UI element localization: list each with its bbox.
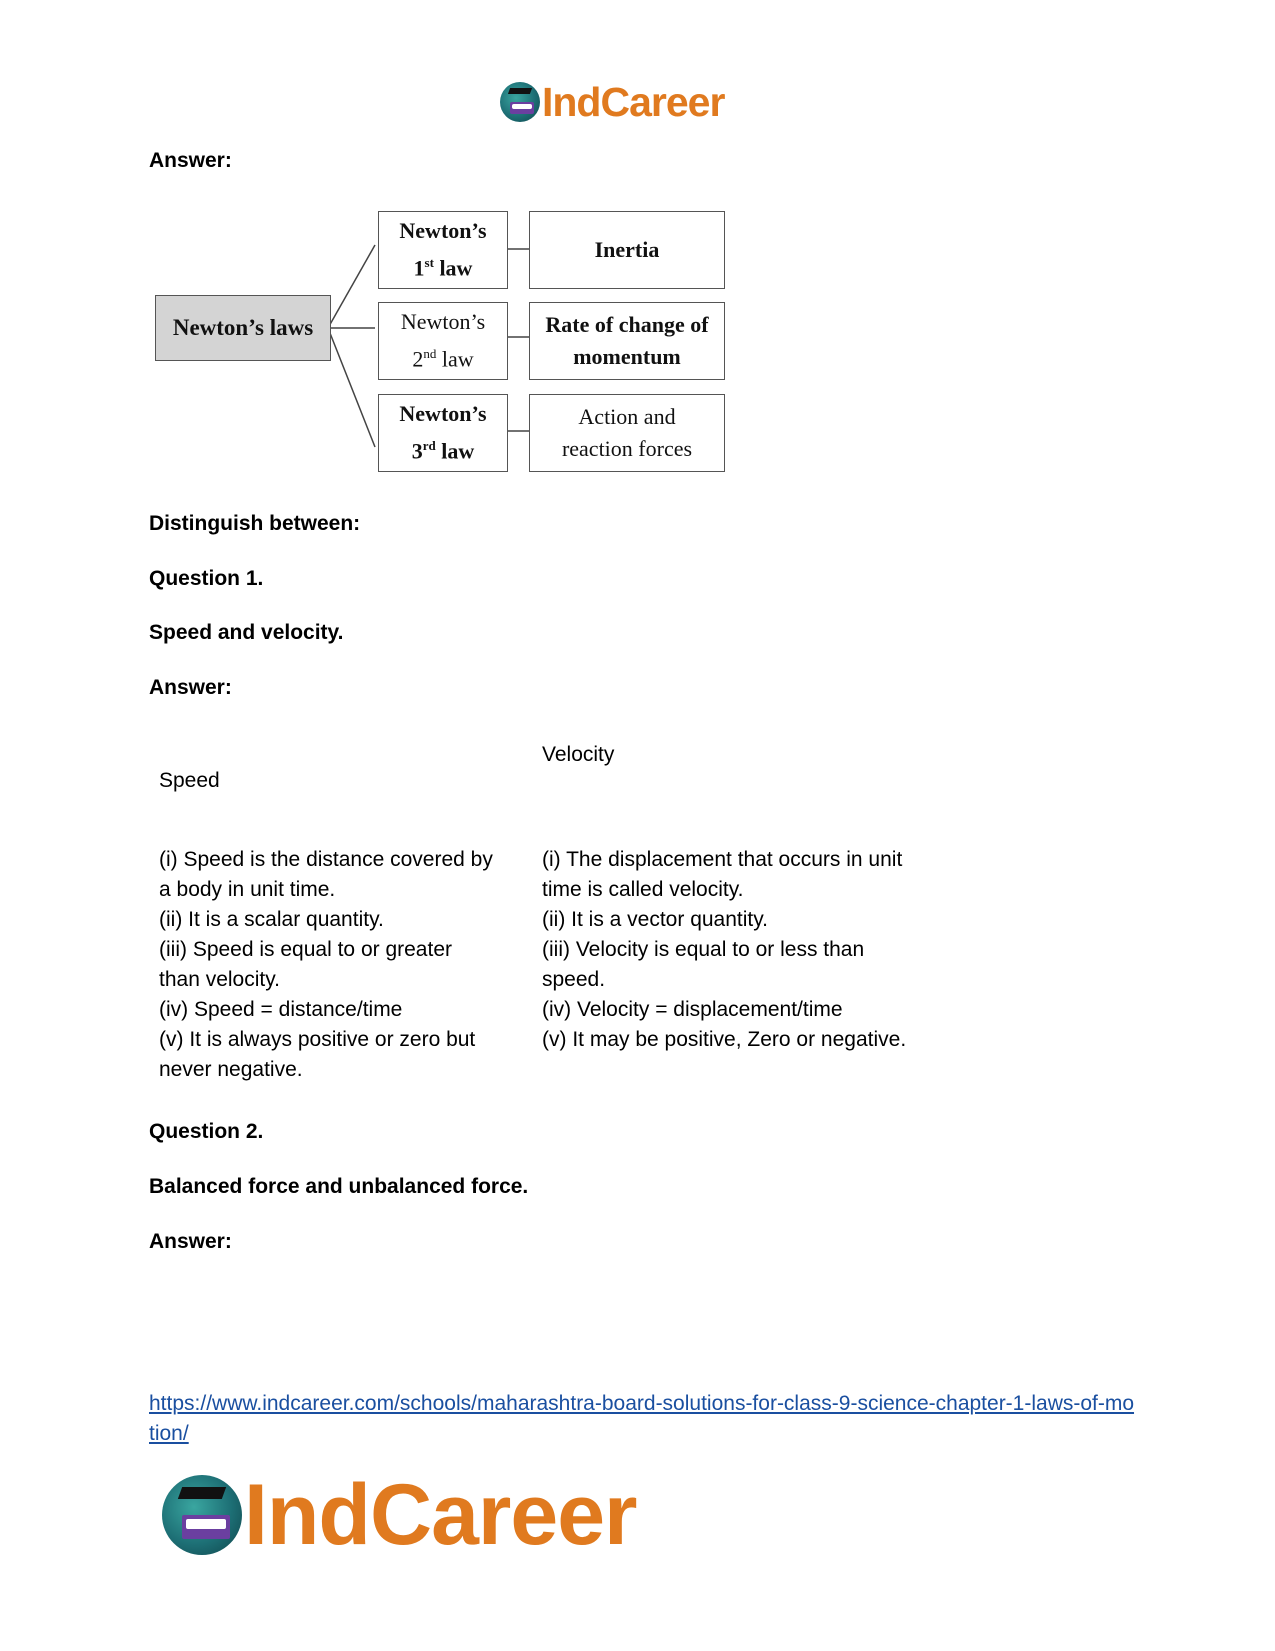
velocity-column	[542, 845, 962, 1055]
third-law-box: Newton’s 3rd law	[378, 394, 508, 472]
indcareer-logo-bottom	[162, 1467, 637, 1563]
speed-line: than velocity.	[159, 968, 281, 991]
question-2-title: Balanced force and unbalanced force.	[149, 1175, 529, 1198]
second-law-box: Newton’s 2nd law	[378, 302, 508, 380]
graduation-cap-book-icon	[500, 82, 540, 122]
newtons-laws-diagram	[152, 209, 732, 479]
answer-heading-2: Answer:	[149, 676, 232, 699]
speed-line: (iv) Speed = distance/time	[159, 998, 403, 1021]
velocity-line: (iii) Velocity is equal to or less than	[542, 938, 865, 961]
velocity-line: (iv) Velocity = displacement/time	[542, 998, 843, 1021]
answer-heading: Answer:	[149, 149, 232, 172]
logo-wordmark: IndCareer	[244, 1467, 637, 1563]
third-law-description: Action and reaction forces	[529, 394, 725, 472]
source-link[interactable]: https://www.indcareer.com/schools/maharashtra-board-solutions-for-class-9-science-chapter-1-laws-of-motion/	[149, 1392, 1135, 1445]
speed-line: never negative.	[159, 1058, 303, 1081]
answer-heading-3: Answer:	[149, 1230, 232, 1253]
question-1-title: Speed and velocity.	[149, 621, 344, 644]
velocity-line: (v) It may be positive, Zero or negative.	[542, 1028, 907, 1051]
first-law-description: Inertia	[529, 211, 725, 289]
indcareer-logo-top	[500, 80, 724, 124]
velocity-header: Velocity	[542, 743, 615, 766]
distinguish-heading: Distinguish between:	[149, 512, 361, 535]
logo-wordmark: IndCareer	[542, 79, 725, 125]
second-law-description: Rate of change of momentum	[529, 302, 725, 380]
velocity-line: speed.	[542, 968, 606, 991]
velocity-line: time is called velocity.	[542, 878, 744, 901]
speed-line: a body in unit time.	[159, 878, 336, 901]
graduation-cap-book-icon	[162, 1475, 242, 1555]
speed-line: (v) It is always positive or zero but	[159, 1028, 476, 1051]
speed-line: (iii) Speed is equal to or greater	[159, 938, 452, 961]
velocity-line: (ii) It is a vector quantity.	[542, 908, 769, 931]
question-2-heading: Question 2.	[149, 1120, 264, 1143]
first-law-box: Newton’s 1st law	[378, 211, 508, 289]
newtons-laws-root-box: Newton’s laws	[155, 295, 331, 361]
speed-column	[159, 845, 534, 1085]
speed-line: (i) Speed is the distance covered by	[159, 848, 493, 871]
velocity-line: (i) The displacement that occurs in unit	[542, 848, 903, 871]
speed-line: (ii) It is a scalar quantity.	[159, 908, 384, 931]
speed-header: Speed	[159, 769, 220, 792]
question-1-heading: Question 1.	[149, 567, 264, 590]
